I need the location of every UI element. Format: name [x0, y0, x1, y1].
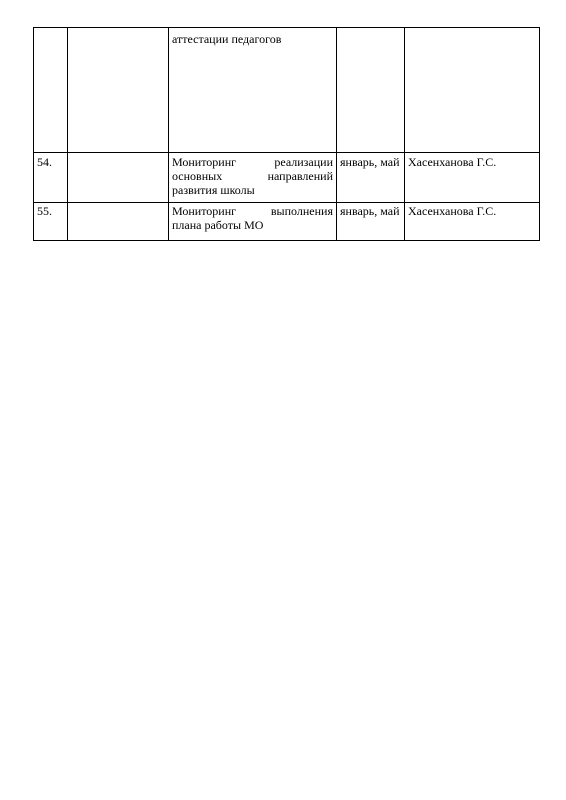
- empty-cell: [68, 203, 169, 241]
- responsible-cell: Хасенханова Г.С.: [405, 153, 540, 203]
- empty-cell: [68, 28, 169, 153]
- date-cell: январь, май: [337, 203, 405, 241]
- table-row: [34, 28, 540, 153]
- plan-table: [33, 27, 540, 241]
- row-number-cell: 55.: [34, 203, 68, 241]
- event-cell: Мониторинг реализации основных направлений развития школы: [169, 153, 337, 203]
- table-row: [34, 203, 540, 241]
- date-cell: [337, 28, 405, 153]
- date-cell: январь, май: [337, 153, 405, 203]
- empty-cell: [68, 153, 169, 203]
- event-cell: аттестации педагогов: [169, 28, 337, 153]
- row-number-cell: [34, 28, 68, 153]
- responsible-cell: Хасенханова Г.С.: [405, 203, 540, 241]
- event-cell: Мониторинг выполнения плана работы МО: [169, 203, 337, 241]
- responsible-cell: [405, 28, 540, 153]
- table-row: [34, 153, 540, 203]
- row-number-cell: 54.: [34, 153, 68, 203]
